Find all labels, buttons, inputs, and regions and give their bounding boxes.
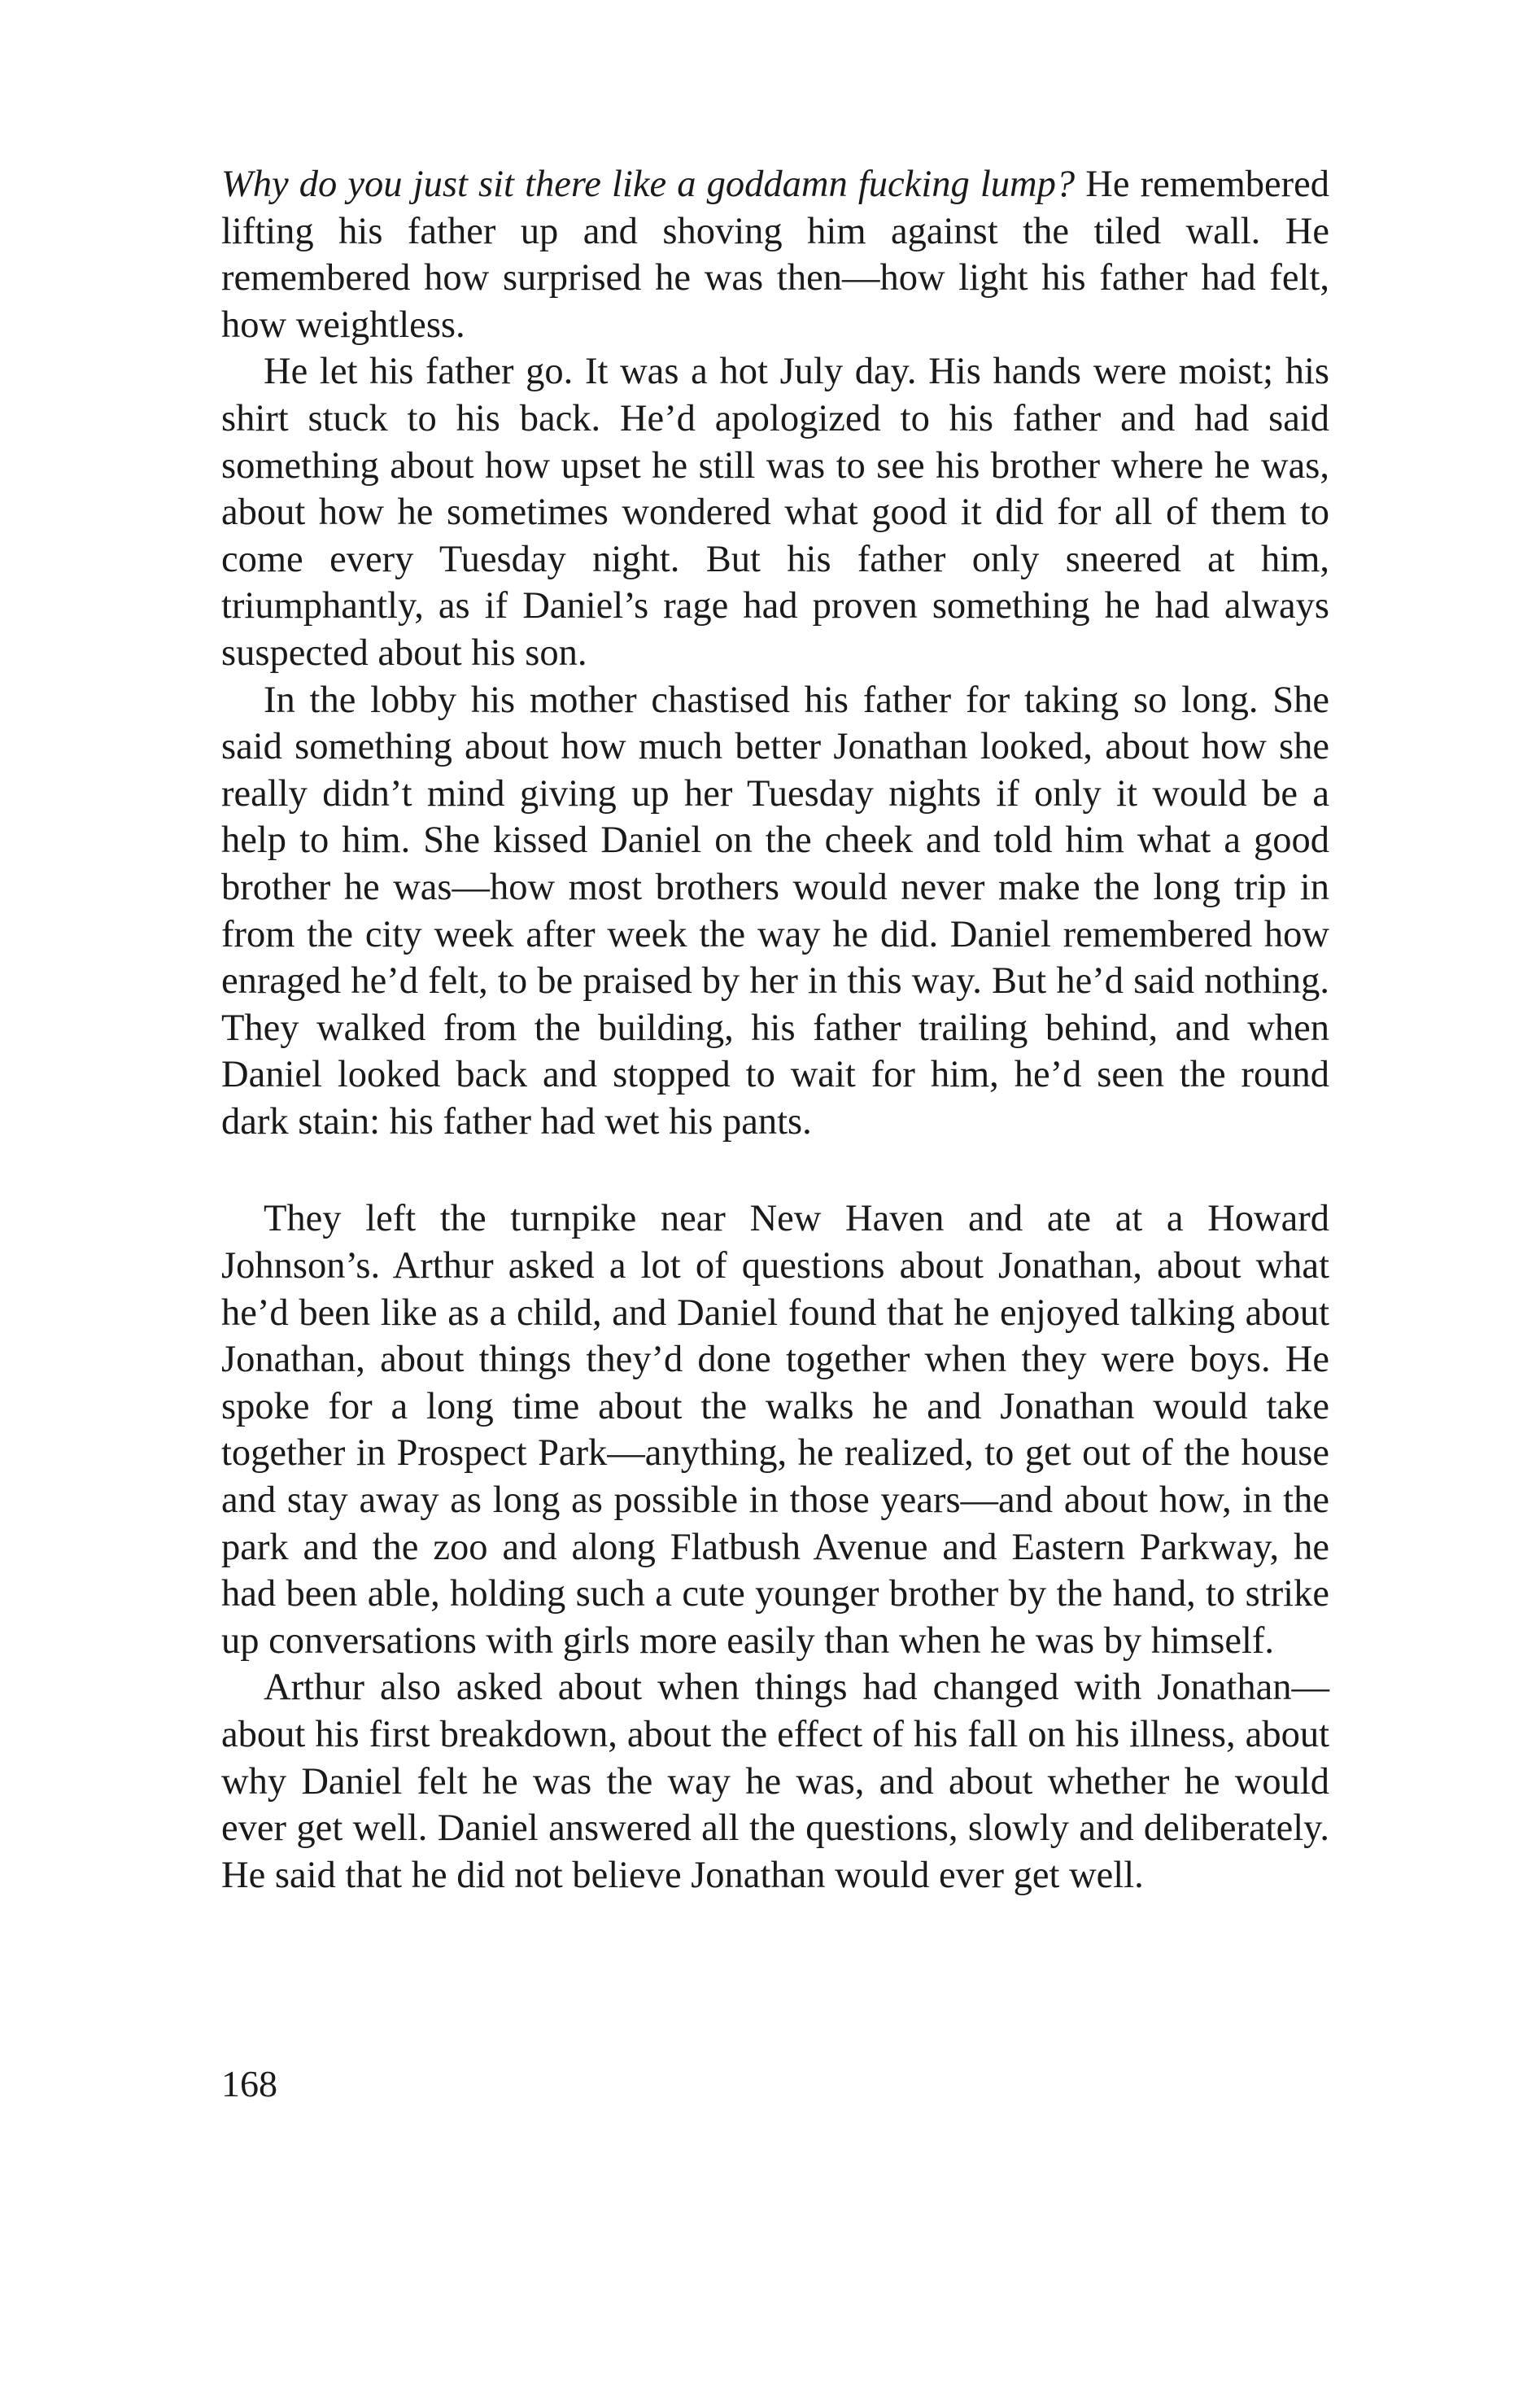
paragraph-2: He let his father go. It was a hot July day. His hands were moist; his shirt stuck to his back. He’d apologized to his father and had said something about how upset he still was to see his brother where he was, about how he sometimes wondered what good it did for all of them to come every Tuesday night. But his father only sneered at him, triumphantly, as if Daniel’s rage had proven something he had always suspected about his son.: [221, 351, 1329, 674]
italic-quote: Why do you just sit there like a goddamn fucking lump?: [221, 164, 1076, 205]
section-break: [221, 1145, 1329, 1195]
paragraph-1: [221, 161, 1329, 348]
paragraph-5: Arthur also asked about when things had changed with Jonathan—about his first breakdown, about the effect of his fall on his illness, about why Daniel felt he was the way he was, and about whether he would ever get well. Daniel answered all the questions, slowly and deliberately. He said that he did not believe Jonathan would ever get well.: [221, 1667, 1329, 1896]
body-text: [221, 161, 1329, 1899]
page-number: 168: [221, 2063, 277, 2104]
paragraph-1-text: He remembered lifting his father up and shoving him against the tiled wall. He remembered how surprised he was then—how light his father had felt, how weightless.: [221, 164, 1329, 346]
paragraph-3: In the lobby his mother chastised his father for taking so long. She said something about how much better Jonathan looked, about how she really didn’t mind giving up her Tuesday nights if only it would be a help to him. She kissed Daniel on the cheek and told him what a good brother he was—how most brothers would never make the long trip in from the city week after week the way he did. Daniel remembered how enraged he’d felt, to be praised by her in this way. But he’d said nothing. They walked from the building, his father trailing behind, and when Daniel looked back and stopped to wait for him, he’d seen the round dark stain: his father had wet his pants.: [221, 679, 1329, 1143]
paragraph-4: They left the turnpike near New Haven and ate at a Howard Johnson’s. Arthur asked a lot of questions about Jonathan, about what he’d been like as a child, and Daniel found that he enjoyed talking about Jonathan, about things they’d done together when they were boys. He spoke for a long time about the walks he and Jonathan would take together in Prospect Park—anything, he realized, to get out of the house and stay away as long as possible in those years—and about how, in the park and the zoo and along Flatbush Avenue and Eastern Parkway, he had been able, holding such a cute younger brother by the hand, to strike up conversations with girls more easily than when he was by himself.: [221, 1198, 1329, 1662]
